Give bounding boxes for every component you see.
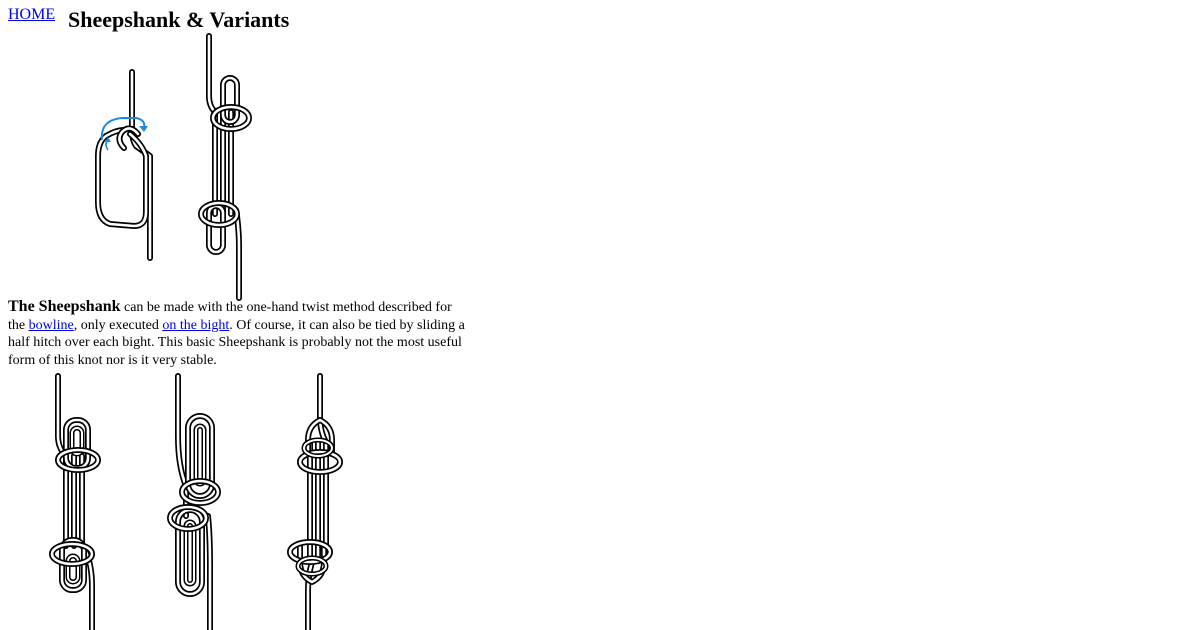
rope-strands <box>209 36 239 298</box>
top-bight-loop <box>58 420 98 470</box>
rope-strands <box>308 376 326 630</box>
description-text: , only executed <box>73 317 163 333</box>
knot-description <box>8 298 470 369</box>
sheepshank-variant-3 <box>284 376 348 630</box>
one-hand-twist-diagram <box>80 60 180 270</box>
home-link[interactable]: HOME <box>8 6 56 23</box>
bottom-bight-loop <box>170 507 206 594</box>
on-the-bight-link[interactable]: on the bight <box>162 317 230 333</box>
knot-name: The Sheepshank <box>8 298 121 315</box>
description-text: . Of course, it can also be tied by sliding a half hitch over each bight. This basic Sheepshank is probably not the most useful form of this knot nor is it very stable. <box>8 317 465 368</box>
description-text: can be made with the one-hand twist method described for the <box>8 300 452 333</box>
top-bight-loop <box>182 416 218 503</box>
bowline-link[interactable]: bowline <box>28 317 74 333</box>
sheepshank-variant-2 <box>164 376 228 630</box>
top-bight-loop <box>213 78 249 129</box>
rope-loop <box>98 128 146 226</box>
sheepshank-variant-1 <box>44 376 108 630</box>
basic-sheepshank-diagram <box>195 36 255 298</box>
page-title: Sheepshank & Variants <box>68 7 290 32</box>
